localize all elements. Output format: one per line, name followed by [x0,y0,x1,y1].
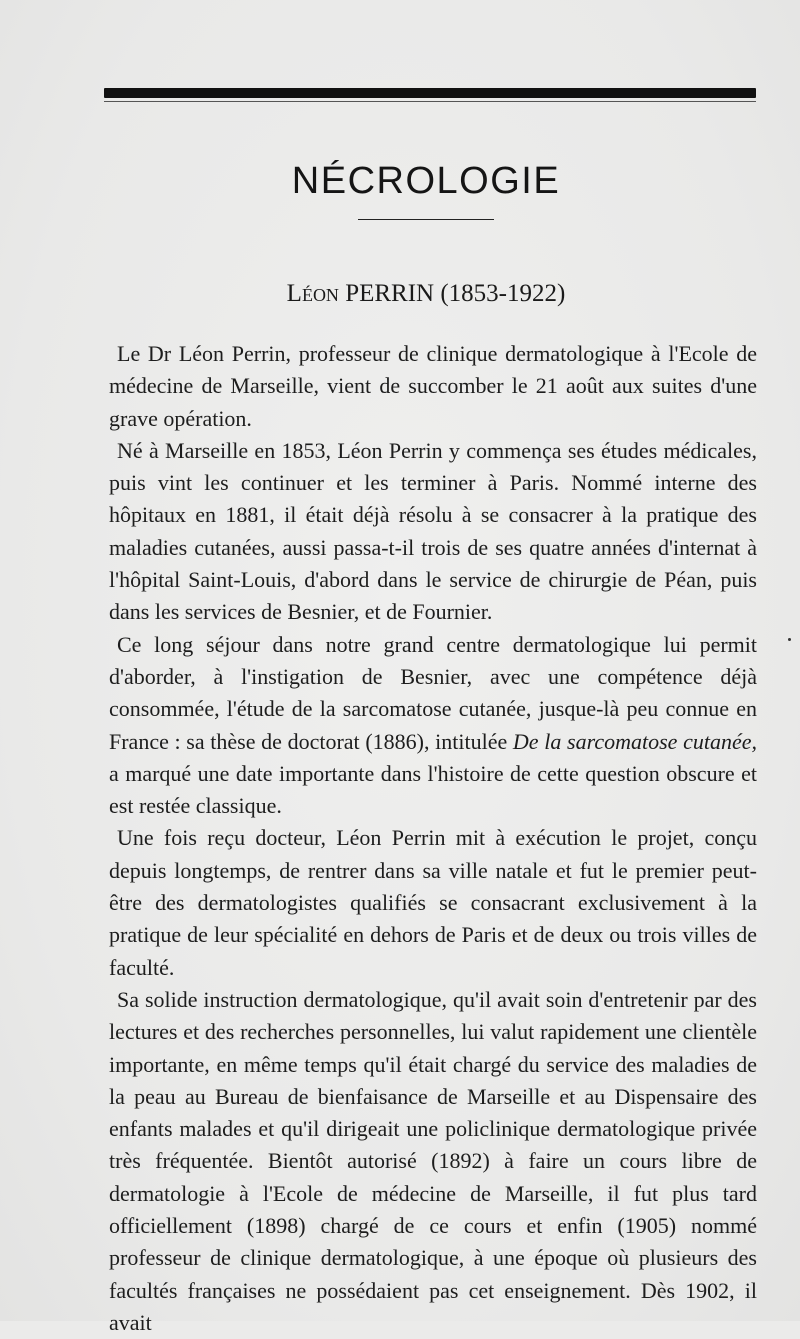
paragraph-1 [109,338,757,435]
paragraph-2-text: Né à Marseille en 1853, Léon Perrin y commença ses études médicales, puis vint les continuer et les terminer à Paris. Nommé interne des hôpitaux en 1881, il était déjà résolu à se consacrer à la pratique des maladies cutanées, aussi passa-t-il trois de ses quatre années d'internat à l'hôpital Saint-Louis, d'abord dans le service de chirurgie de Péan, puis dans les services de Besnier, et de Fournier. [109,437,757,625]
paragraph-3-text-a: Ce long séjour dans notre grand centre dermatologique lui permit d'aborder, à l'instigation de Besnier, avec une compétence déjà consommée, l'étude de la sarcomatose cutanée, jusque-là peu connue en France : sa thèse de doctorat (1886), intitulée [109,631,757,754]
top-rule-divider [104,88,756,98]
paragraph-5-text: Sa solide instruction dermatologique, qu'il avait soin d'entretenir par des lectures et des recherches personnelles, lui valut rapidement une clientèle importante, en même temps qu'il était chargé du service des maladies de la peau au Bureau de bienfaisance de Marseille et au Dispensaire des enfants malades et qu'il dirigeait une policlinique dermatologique privée très fréquentée. Bientôt autorisé (1892) à faire un cours libre de dermatologie à l'Ecole de médecine de Marseille, il fut plus tard officiellement (1898) chargé de ce cours et enfin (1905) nommé professeur de clinique dermatologique, à une époque où plusieurs des facultés françaises ne possédaient pas cet enseignement. Dès 1902, il avait [109,986,757,1335]
paragraph-3-text-b: a marqué une date importante dans l'histoire de cette question obscure et est restée classique. [109,760,757,819]
margin-speck [788,638,791,641]
paragraph-4-text: Une fois reçu docteur, Léon Perrin mit à exécution le projet, conçu depuis longtemps, de rentrer dans sa ville natale et fut le premier peut-être des dermatologistes qualifiés se consacrant exclusivement à la pratique de leur spécialité en dehors de Paris et de deux ou trois villes de faculté. [109,825,757,980]
obituary-heading [0,280,800,308]
heading-name-prefix: Léon [286,280,339,307]
paragraph-4 [109,822,757,983]
paragraph-3 [109,629,757,823]
paragraph-1-text: Le Dr Léon Perrin, professeur de clinique dermatologique à l'Ecole de médecine de Marseille, vient de succomber le 21 août aux suites d'une grave opération. [109,341,757,431]
title-underline-divider [358,219,494,220]
section-title: NÉCROLOGIE [291,160,561,202]
paragraph-5 [109,984,757,1339]
paragraph-2 [109,435,757,629]
heading-years: (1853-1922) [440,280,566,307]
thesis-title: De la sarcomatose cutanée, [512,728,757,754]
obituary-body [109,338,757,1339]
heading-name-main: PERRIN [345,280,435,307]
